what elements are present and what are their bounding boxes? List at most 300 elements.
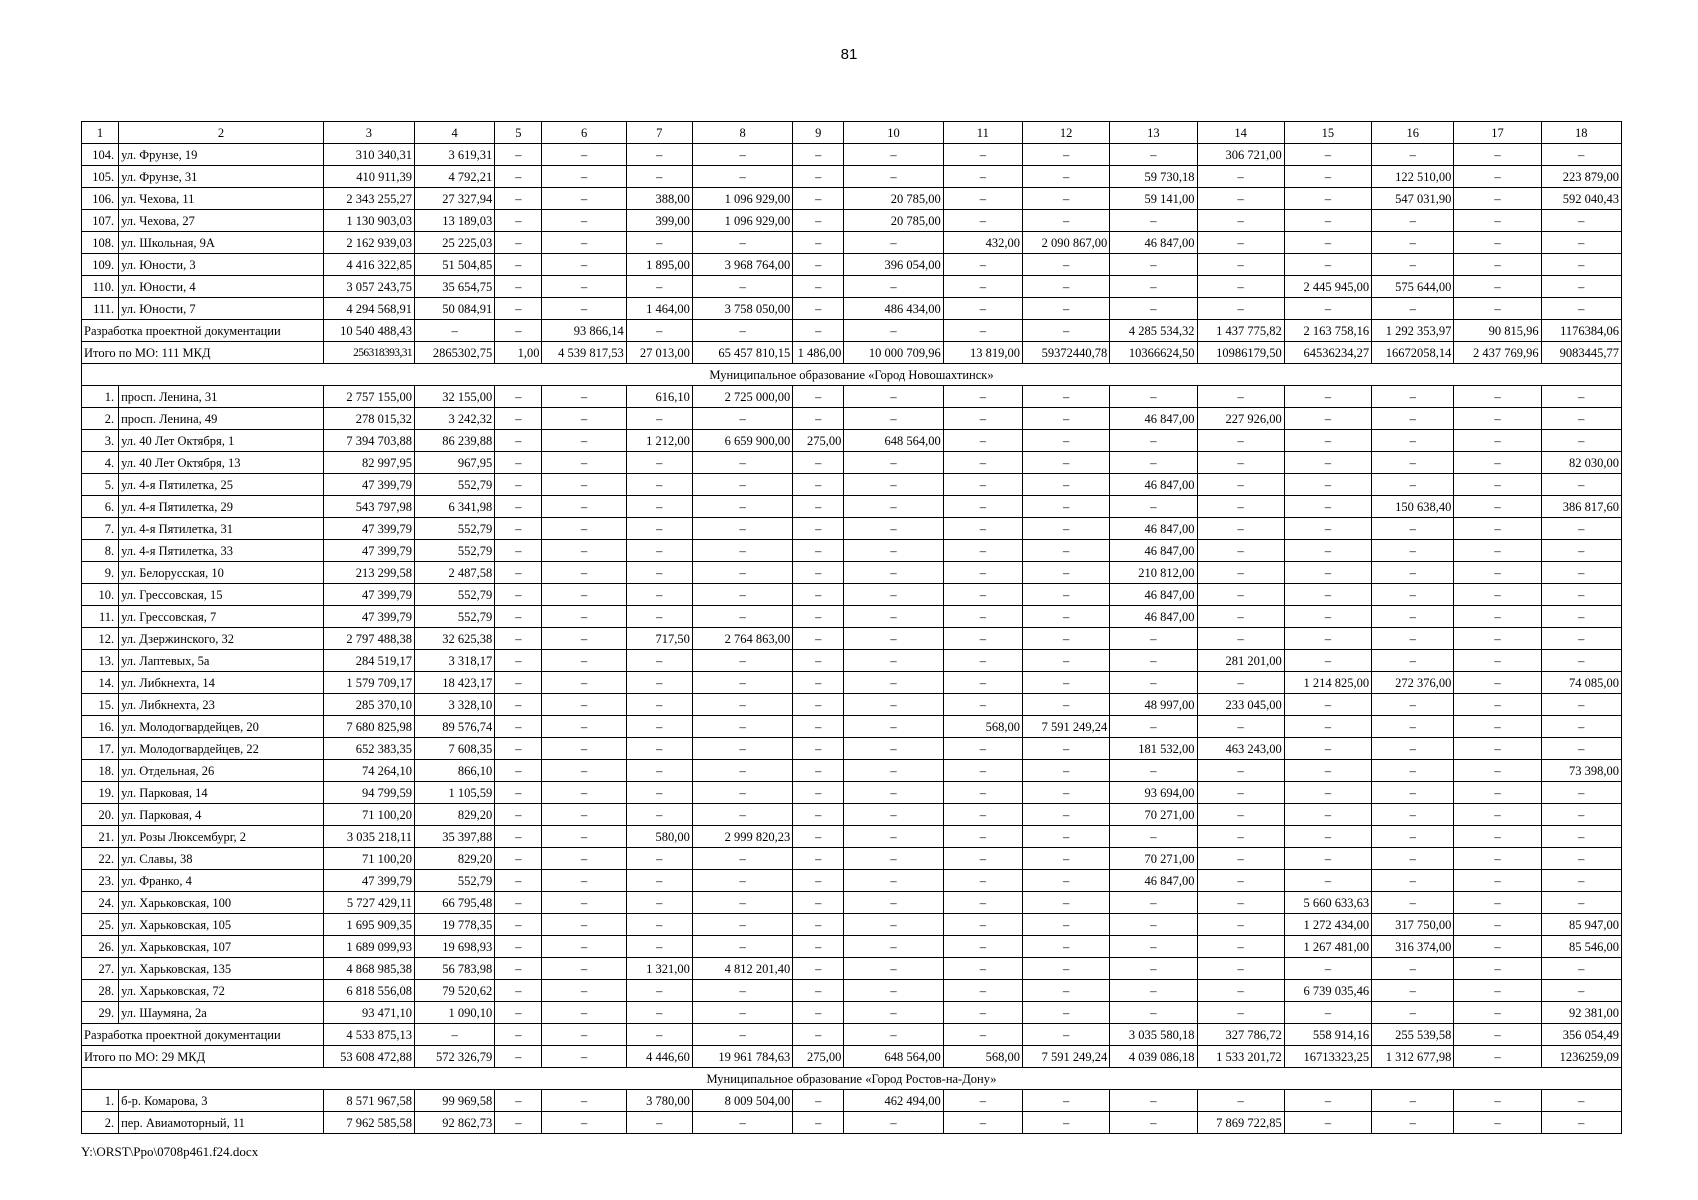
value-cell: – bbox=[1284, 870, 1371, 892]
value-cell: – bbox=[542, 892, 626, 914]
row-number-cell: 15. bbox=[82, 694, 119, 716]
value-cell: – bbox=[844, 540, 943, 562]
value-cell: – bbox=[793, 298, 844, 320]
table-row bbox=[82, 562, 1622, 584]
value-cell: 233 045,00 bbox=[1197, 694, 1284, 716]
value-cell: 1 321,00 bbox=[626, 958, 692, 980]
value-cell: – bbox=[542, 562, 626, 584]
value-cell: – bbox=[943, 936, 1022, 958]
summary-value-cell: – bbox=[1022, 320, 1109, 342]
value-cell: 306 721,00 bbox=[1197, 144, 1284, 166]
value-cell: – bbox=[542, 540, 626, 562]
value-cell: – bbox=[1372, 892, 1454, 914]
address-cell: ул. Молодогвардейцев, 22 bbox=[119, 738, 324, 760]
row-number-cell: 9. bbox=[82, 562, 119, 584]
value-cell: 829,20 bbox=[415, 804, 495, 826]
value-cell: – bbox=[1372, 870, 1454, 892]
value-cell: – bbox=[1541, 980, 1621, 1002]
address-cell: б-р. Комарова, 3 bbox=[119, 1090, 324, 1112]
table-row bbox=[82, 738, 1622, 760]
value-cell: – bbox=[1454, 914, 1541, 936]
value-cell: – bbox=[844, 738, 943, 760]
address-cell: ул. Шаумяна, 2а bbox=[119, 1002, 324, 1024]
value-cell: – bbox=[1284, 628, 1371, 650]
address-cell: ул. Франко, 4 bbox=[119, 870, 324, 892]
value-cell: – bbox=[626, 650, 692, 672]
value-cell: – bbox=[1454, 892, 1541, 914]
row-number-cell: 21. bbox=[82, 826, 119, 848]
value-cell: – bbox=[1541, 892, 1621, 914]
table-row bbox=[82, 210, 1622, 232]
value-cell: – bbox=[542, 166, 626, 188]
value-cell: 2 725 000,00 bbox=[692, 386, 792, 408]
value-cell: – bbox=[793, 958, 844, 980]
value-cell: – bbox=[793, 650, 844, 672]
value-cell: 93 471,10 bbox=[323, 1002, 414, 1024]
value-cell: – bbox=[542, 914, 626, 936]
value-cell: – bbox=[1197, 914, 1284, 936]
value-cell: – bbox=[1022, 584, 1109, 606]
value-cell: – bbox=[1372, 518, 1454, 540]
summary-value-cell: 356 054,49 bbox=[1541, 1024, 1621, 1046]
value-cell: – bbox=[1110, 892, 1197, 914]
summary-value-cell: 275,00 bbox=[793, 1046, 844, 1068]
column-number-cell: 12 bbox=[1022, 122, 1109, 144]
value-cell: – bbox=[1197, 980, 1284, 1002]
value-cell: 47 399,79 bbox=[323, 540, 414, 562]
value-cell: – bbox=[844, 958, 943, 980]
value-cell: – bbox=[943, 804, 1022, 826]
value-cell: – bbox=[1284, 188, 1371, 210]
value-cell: – bbox=[793, 914, 844, 936]
value-cell: – bbox=[793, 1002, 844, 1024]
value-cell: 20 785,00 bbox=[844, 188, 943, 210]
summary-value-cell: – bbox=[626, 1024, 692, 1046]
value-cell: – bbox=[542, 1002, 626, 1024]
column-number-cell: 4 bbox=[415, 122, 495, 144]
summary-value-cell: – bbox=[844, 320, 943, 342]
value-cell: – bbox=[1197, 540, 1284, 562]
summary-value-cell: 2 437 769,96 bbox=[1454, 342, 1541, 364]
table-row bbox=[82, 848, 1622, 870]
value-cell: 486 434,00 bbox=[844, 298, 943, 320]
value-cell: – bbox=[1022, 276, 1109, 298]
summary-row bbox=[82, 1024, 1622, 1046]
value-cell: 410 911,39 bbox=[323, 166, 414, 188]
value-cell: – bbox=[1541, 694, 1621, 716]
value-cell: – bbox=[692, 804, 792, 826]
value-cell: – bbox=[1284, 1112, 1371, 1134]
row-number-cell: 26. bbox=[82, 936, 119, 958]
value-cell: 575 644,00 bbox=[1372, 276, 1454, 298]
value-cell: 552,79 bbox=[415, 474, 495, 496]
value-cell: – bbox=[692, 936, 792, 958]
value-cell: – bbox=[793, 628, 844, 650]
value-cell: – bbox=[495, 518, 542, 540]
value-cell: – bbox=[943, 496, 1022, 518]
summary-value-cell: 65 457 810,15 bbox=[692, 342, 792, 364]
value-cell: 150 638,40 bbox=[1372, 496, 1454, 518]
value-cell: – bbox=[692, 782, 792, 804]
address-cell: ул. Харьковская, 100 bbox=[119, 892, 324, 914]
value-cell: – bbox=[1197, 892, 1284, 914]
row-number-cell: 111. bbox=[82, 298, 119, 320]
row-number-cell: 8. bbox=[82, 540, 119, 562]
value-cell: 47 399,79 bbox=[323, 606, 414, 628]
value-cell: – bbox=[1454, 452, 1541, 474]
value-cell: – bbox=[1284, 694, 1371, 716]
column-number-cell: 18 bbox=[1541, 122, 1621, 144]
value-cell: – bbox=[1372, 716, 1454, 738]
value-cell: – bbox=[1372, 694, 1454, 716]
value-cell: – bbox=[943, 408, 1022, 430]
value-cell: – bbox=[1454, 188, 1541, 210]
value-cell: 592 040,43 bbox=[1541, 188, 1621, 210]
value-cell: – bbox=[1110, 716, 1197, 738]
summary-value-cell: 10366624,50 bbox=[1110, 342, 1197, 364]
value-cell: – bbox=[943, 848, 1022, 870]
value-cell: – bbox=[1454, 760, 1541, 782]
row-number-cell: 29. bbox=[82, 1002, 119, 1024]
address-cell: ул. Либкнехта, 14 bbox=[119, 672, 324, 694]
value-cell: – bbox=[542, 650, 626, 672]
value-cell: – bbox=[844, 518, 943, 540]
value-cell: – bbox=[1284, 606, 1371, 628]
value-cell: – bbox=[1541, 782, 1621, 804]
row-number-cell: 14. bbox=[82, 672, 119, 694]
table-row bbox=[82, 914, 1622, 936]
value-cell: 6 341,98 bbox=[415, 496, 495, 518]
column-number-row bbox=[82, 122, 1622, 144]
value-cell: – bbox=[1110, 628, 1197, 650]
value-cell: – bbox=[1110, 298, 1197, 320]
value-cell: – bbox=[943, 1090, 1022, 1112]
value-cell: 3 780,00 bbox=[626, 1090, 692, 1112]
value-cell: – bbox=[1454, 584, 1541, 606]
value-cell: – bbox=[943, 694, 1022, 716]
value-cell: – bbox=[692, 540, 792, 562]
value-cell: 1 130 903,03 bbox=[323, 210, 414, 232]
value-cell: – bbox=[1284, 804, 1371, 826]
value-cell: – bbox=[495, 452, 542, 474]
value-cell: – bbox=[1022, 188, 1109, 210]
value-cell: 70 271,00 bbox=[1110, 804, 1197, 826]
value-cell: – bbox=[793, 804, 844, 826]
value-cell: – bbox=[943, 188, 1022, 210]
summary-value-cell: 4 446,60 bbox=[626, 1046, 692, 1068]
value-cell: – bbox=[1284, 782, 1371, 804]
value-cell: – bbox=[495, 298, 542, 320]
value-cell: 310 340,31 bbox=[323, 144, 414, 166]
value-cell: 1 689 099,93 bbox=[323, 936, 414, 958]
value-cell: – bbox=[1022, 936, 1109, 958]
value-cell: 552,79 bbox=[415, 584, 495, 606]
value-cell: – bbox=[1284, 210, 1371, 232]
value-cell: – bbox=[626, 1112, 692, 1134]
value-cell: – bbox=[943, 606, 1022, 628]
value-cell: 552,79 bbox=[415, 540, 495, 562]
table-row bbox=[82, 958, 1622, 980]
value-cell: – bbox=[844, 496, 943, 518]
value-cell: 6 739 035,46 bbox=[1284, 980, 1371, 1002]
value-cell: – bbox=[542, 276, 626, 298]
value-cell: – bbox=[1541, 958, 1621, 980]
summary-value-cell: 1 437 775,82 bbox=[1197, 320, 1284, 342]
value-cell: – bbox=[793, 232, 844, 254]
value-cell: – bbox=[1454, 298, 1541, 320]
value-cell: – bbox=[1022, 254, 1109, 276]
value-cell: – bbox=[1197, 760, 1284, 782]
value-cell: – bbox=[793, 188, 844, 210]
address-cell: ул. 40 Лет Октября, 13 bbox=[119, 452, 324, 474]
value-cell: – bbox=[1541, 474, 1621, 496]
value-cell: – bbox=[1284, 386, 1371, 408]
value-cell: 5 660 633,63 bbox=[1284, 892, 1371, 914]
value-cell: – bbox=[692, 1002, 792, 1024]
address-cell: ул. Харьковская, 107 bbox=[119, 936, 324, 958]
address-cell: просп. Ленина, 49 bbox=[119, 408, 324, 430]
value-cell: – bbox=[1454, 474, 1541, 496]
row-number-cell: 22. bbox=[82, 848, 119, 870]
summary-value-cell: 19 961 784,63 bbox=[692, 1046, 792, 1068]
value-cell: 51 504,85 bbox=[415, 254, 495, 276]
value-cell: – bbox=[1110, 914, 1197, 936]
value-cell: – bbox=[542, 760, 626, 782]
value-cell: – bbox=[1022, 166, 1109, 188]
value-cell: – bbox=[626, 474, 692, 496]
value-cell: 47 399,79 bbox=[323, 584, 414, 606]
row-number-cell: 106. bbox=[82, 188, 119, 210]
value-cell: – bbox=[1197, 210, 1284, 232]
value-cell: – bbox=[793, 606, 844, 628]
value-cell: – bbox=[495, 496, 542, 518]
value-cell: – bbox=[844, 694, 943, 716]
value-cell: – bbox=[943, 870, 1022, 892]
summary-value-cell: 93 866,14 bbox=[542, 320, 626, 342]
value-cell: – bbox=[1372, 606, 1454, 628]
value-cell: – bbox=[1372, 474, 1454, 496]
value-cell: – bbox=[626, 540, 692, 562]
value-cell: – bbox=[943, 166, 1022, 188]
value-cell: – bbox=[1541, 716, 1621, 738]
value-cell: – bbox=[1110, 452, 1197, 474]
value-cell: – bbox=[793, 870, 844, 892]
value-cell: – bbox=[1372, 958, 1454, 980]
value-cell: – bbox=[542, 848, 626, 870]
value-cell: – bbox=[1541, 804, 1621, 826]
value-cell: 7 394 703,88 bbox=[323, 430, 414, 452]
row-number-cell: 23. bbox=[82, 870, 119, 892]
value-cell: – bbox=[626, 760, 692, 782]
value-cell: – bbox=[844, 1112, 943, 1134]
summary-value-cell: – bbox=[495, 1024, 542, 1046]
value-cell: – bbox=[1110, 386, 1197, 408]
address-cell: ул. 40 Лет Октября, 1 bbox=[119, 430, 324, 452]
table-row bbox=[82, 870, 1622, 892]
value-cell: 213 299,58 bbox=[323, 562, 414, 584]
value-cell: 6 818 556,08 bbox=[323, 980, 414, 1002]
value-cell: – bbox=[495, 716, 542, 738]
address-cell: ул. Парковая, 4 bbox=[119, 804, 324, 826]
value-cell: – bbox=[1454, 716, 1541, 738]
value-cell: – bbox=[1454, 144, 1541, 166]
value-cell: – bbox=[542, 474, 626, 496]
value-cell: – bbox=[542, 1112, 626, 1134]
value-cell: – bbox=[495, 408, 542, 430]
value-cell: – bbox=[793, 210, 844, 232]
value-cell: – bbox=[542, 584, 626, 606]
row-number-cell: 25. bbox=[82, 914, 119, 936]
data-table bbox=[81, 121, 1622, 1134]
value-cell: – bbox=[1110, 826, 1197, 848]
value-cell: – bbox=[626, 166, 692, 188]
value-cell: 1 895,00 bbox=[626, 254, 692, 276]
value-cell: – bbox=[495, 254, 542, 276]
value-cell: – bbox=[1197, 298, 1284, 320]
table-row bbox=[82, 144, 1622, 166]
value-cell: – bbox=[1022, 474, 1109, 496]
value-cell: – bbox=[844, 782, 943, 804]
value-cell: – bbox=[1284, 650, 1371, 672]
value-cell: – bbox=[1022, 672, 1109, 694]
summary-value-cell: 27 013,00 bbox=[626, 342, 692, 364]
value-cell: – bbox=[844, 892, 943, 914]
value-cell: – bbox=[542, 606, 626, 628]
value-cell: – bbox=[943, 826, 1022, 848]
value-cell: 86 239,88 bbox=[415, 430, 495, 452]
value-cell: 47 399,79 bbox=[323, 474, 414, 496]
summary-value-cell: 2865302,75 bbox=[415, 342, 495, 364]
table-row bbox=[82, 254, 1622, 276]
summary-value-cell: – bbox=[1454, 1046, 1541, 1068]
row-number-cell: 108. bbox=[82, 232, 119, 254]
value-cell: – bbox=[542, 386, 626, 408]
value-cell: – bbox=[495, 276, 542, 298]
value-cell: – bbox=[692, 166, 792, 188]
summary-value-cell: – bbox=[415, 320, 495, 342]
value-cell: – bbox=[1110, 936, 1197, 958]
value-cell: – bbox=[844, 144, 943, 166]
value-cell: 50 084,91 bbox=[415, 298, 495, 320]
address-cell: ул. Парковая, 14 bbox=[119, 782, 324, 804]
address-cell: ул. Школьная, 9А bbox=[119, 232, 324, 254]
row-number-cell: 18. bbox=[82, 760, 119, 782]
value-cell: – bbox=[495, 606, 542, 628]
value-cell: – bbox=[844, 452, 943, 474]
value-cell: – bbox=[1197, 936, 1284, 958]
value-cell: – bbox=[542, 738, 626, 760]
summary-value-cell: 13 819,00 bbox=[943, 342, 1022, 364]
table-row bbox=[82, 452, 1622, 474]
value-cell: 1 267 481,00 bbox=[1284, 936, 1371, 958]
value-cell: – bbox=[626, 144, 692, 166]
address-cell: ул. Юности, 7 bbox=[119, 298, 324, 320]
section-heading: Муниципальное образование «Город Новошахтинск» bbox=[82, 364, 1622, 386]
value-cell: – bbox=[1197, 1090, 1284, 1112]
value-cell: – bbox=[1110, 1002, 1197, 1024]
value-cell: 70 271,00 bbox=[1110, 848, 1197, 870]
value-cell: – bbox=[1022, 210, 1109, 232]
value-cell: – bbox=[844, 980, 943, 1002]
summary-value-cell: 1176384,06 bbox=[1541, 320, 1621, 342]
value-cell: 829,20 bbox=[415, 848, 495, 870]
value-cell: – bbox=[1022, 430, 1109, 452]
value-cell: – bbox=[844, 606, 943, 628]
value-cell: – bbox=[626, 672, 692, 694]
value-cell: – bbox=[1022, 870, 1109, 892]
summary-value-cell: 3 035 580,18 bbox=[1110, 1024, 1197, 1046]
row-number-cell: 110. bbox=[82, 276, 119, 298]
value-cell: 281 201,00 bbox=[1197, 650, 1284, 672]
value-cell: – bbox=[542, 210, 626, 232]
row-number-cell: 6. bbox=[82, 496, 119, 518]
value-cell: – bbox=[793, 672, 844, 694]
value-cell: 48 997,00 bbox=[1110, 694, 1197, 716]
summary-value-cell: 572 326,79 bbox=[415, 1046, 495, 1068]
value-cell: – bbox=[1372, 254, 1454, 276]
value-cell: 35 397,88 bbox=[415, 826, 495, 848]
value-cell: – bbox=[1022, 760, 1109, 782]
value-cell: 648 564,00 bbox=[844, 430, 943, 452]
value-cell: – bbox=[1541, 870, 1621, 892]
table-row bbox=[82, 474, 1622, 496]
value-cell: – bbox=[943, 672, 1022, 694]
value-cell: – bbox=[626, 980, 692, 1002]
value-cell: 463 243,00 bbox=[1197, 738, 1284, 760]
row-number-cell: 20. bbox=[82, 804, 119, 826]
value-cell: – bbox=[1454, 848, 1541, 870]
value-cell: – bbox=[1022, 606, 1109, 628]
summary-value-cell: 1,00 bbox=[495, 342, 542, 364]
address-cell: пер. Авиамоторный, 11 bbox=[119, 1112, 324, 1134]
value-cell: – bbox=[542, 782, 626, 804]
municipality-section-row bbox=[82, 1068, 1622, 1090]
value-cell: – bbox=[1284, 716, 1371, 738]
value-cell: 652 383,35 bbox=[323, 738, 414, 760]
value-cell: – bbox=[1372, 386, 1454, 408]
summary-label: Разработка проектной документации bbox=[82, 320, 324, 342]
value-cell: 3 318,17 bbox=[415, 650, 495, 672]
address-cell: ул. Грессовская, 7 bbox=[119, 606, 324, 628]
value-cell: – bbox=[1284, 738, 1371, 760]
value-cell: – bbox=[1372, 628, 1454, 650]
value-cell: – bbox=[793, 826, 844, 848]
address-cell: ул. Грессовская, 15 bbox=[119, 584, 324, 606]
value-cell: – bbox=[542, 804, 626, 826]
value-cell: – bbox=[1372, 232, 1454, 254]
summary-value-cell: – bbox=[1022, 1024, 1109, 1046]
value-cell: – bbox=[1284, 584, 1371, 606]
value-cell: – bbox=[1022, 782, 1109, 804]
value-cell: – bbox=[793, 496, 844, 518]
value-cell: – bbox=[844, 1002, 943, 1024]
row-number-cell: 1. bbox=[82, 1090, 119, 1112]
value-cell: – bbox=[1454, 870, 1541, 892]
value-cell: – bbox=[495, 628, 542, 650]
value-cell: – bbox=[542, 1090, 626, 1112]
value-cell: – bbox=[1284, 540, 1371, 562]
value-cell: – bbox=[692, 672, 792, 694]
value-cell: 3 035 218,11 bbox=[323, 826, 414, 848]
value-cell: 92 862,73 bbox=[415, 1112, 495, 1134]
column-number-cell: 11 bbox=[943, 122, 1022, 144]
summary-value-cell: 7 591 249,24 bbox=[1022, 1046, 1109, 1068]
value-cell: 74 085,00 bbox=[1541, 672, 1621, 694]
value-cell: – bbox=[1372, 1112, 1454, 1134]
table-row bbox=[82, 276, 1622, 298]
value-cell: 1 272 434,00 bbox=[1284, 914, 1371, 936]
value-cell: – bbox=[943, 540, 1022, 562]
